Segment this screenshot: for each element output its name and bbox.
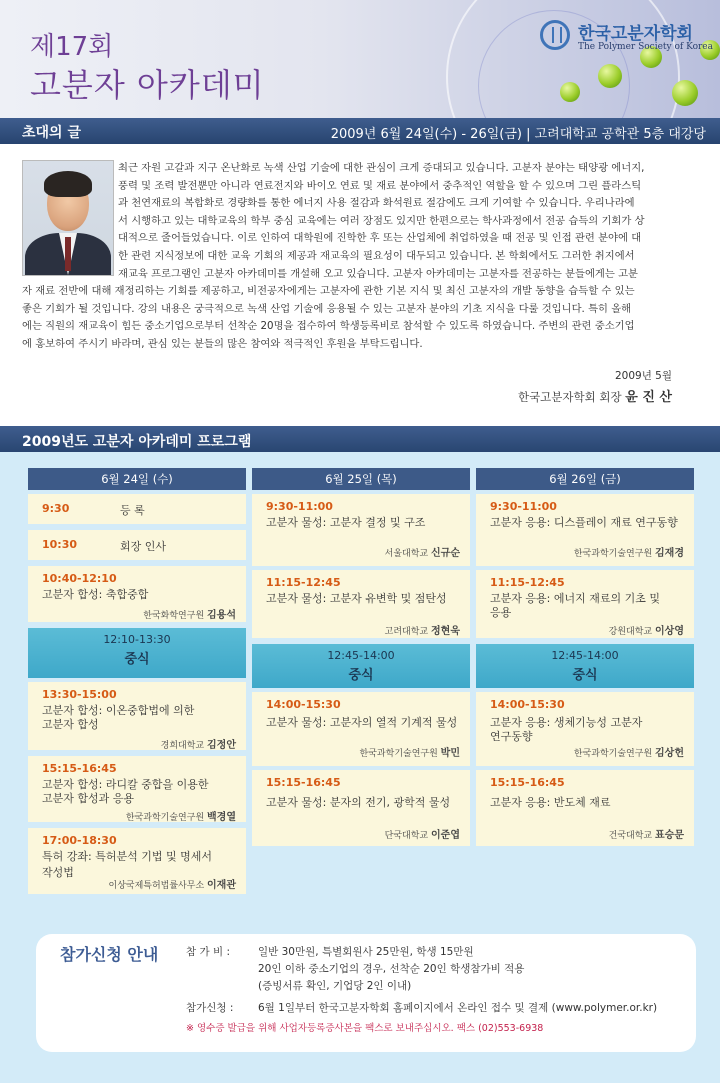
signer-role: 한국고분자학회 회장 [517,390,622,404]
invitation-bar [0,118,720,144]
speaker-name: 김재경 [655,548,684,559]
session-time: 11:15-12:45 [490,576,565,589]
session-title: 고분자 합성: 이온중합법에 의한 [42,704,195,717]
photo-tie [65,237,71,271]
session-time: 9:30-11:00 [266,500,333,513]
session-title: 고분자 물성: 고분자 유변학 및 점탄성 [266,592,447,605]
fee-line: 20인 이하 중소기업의 경우, 선착순 20인 학생참가비 적용 [258,963,525,975]
session-time: 15:15-16:45 [42,762,117,775]
speaker-name: 신규순 [431,548,460,559]
text-line: 풍력 및 조력 발전뿐만 아니라 연료전지와 바이오 연료 및 재료 분야에서 중추적인 역할을 할 수 있으며 그린 플라스틱 [118,179,642,192]
session-card [252,570,470,638]
session-title: 특허 강좌: 특허분석 기법 및 명세서 [42,850,212,863]
lunch-block [28,628,246,678]
lunch-time: 12:45-14:00 [327,649,395,662]
lunch-time: 12:45-14:00 [551,649,619,662]
invitation-text-indented [118,160,700,283]
session-time: 15:15-16:45 [490,776,565,789]
invitation-date: 2009년 5월 [614,370,672,382]
session-title-line2: 고분자 합성과 응용 [42,792,135,805]
session-card [252,494,470,566]
program-bar [0,426,720,454]
speaker-affiliation: 건국대학교 [608,831,653,841]
signature [518,386,672,405]
lunch-label: 중식 [572,668,598,683]
lunch-block [476,644,694,688]
signer-name: 윤 진 산 [625,390,672,405]
speaker-affiliation: 한국과학기술연구원 [125,813,205,823]
session-speaker [143,606,236,621]
event-info: 2009년 6월 24일(수) - 26일(금) | 고려대학교 공학관 5층 대강당 [330,127,706,142]
speaker-affiliation: 서울대학교 [384,549,429,559]
session-card [28,756,246,822]
session-card [28,682,246,750]
session-time: 9:30-11:00 [490,500,557,513]
text-line: 서 시행하고 있는 대학교육의 학부 중심 교육에는 여러 장점도 있지만 한편으로는 학사과정에서 전공 습득의 기회가 상 [118,214,645,227]
text-line: 과 천연재료의 복합화로 경량화를 통한 에너지 사용 절감과 화석원료 절감에도 크게 기여할 수 있습니다. 우리나라에 [118,197,635,210]
logo-english: The Polymer Society of Korea [578,42,713,52]
molecule-ball-icon [672,80,698,106]
text-line: 에는 직원의 재교육이 힘든 중소기업으로부터 선착순 20명을 접수하여 학생등록비로 참석할 수 있도록 하였습니다. 주변의 관련 중소기업 [22,320,635,333]
text-line: 대적으로 줄어들었습니다. 이로 인하여 대학원에 진학한 후 또는 산업체에 취업하였을 때 전공 및 인접 관련 분야에 대 [118,232,642,245]
text-line: 자 재료 전반에 대해 재정리하는 기회를 제공하고, 비전공자에게는 고분자에 관한 기본 지식 및 최신 고분자의 개발 동향을 습득할 수 있는 [22,285,635,297]
molecule-ball-icon [560,82,580,102]
session-speaker [385,826,460,841]
lunch-label: 중식 [124,652,150,667]
fee-line: 일반 30만원, 특별회원사 25만원, 학생 15만원 [258,946,474,958]
day-header: 6월 25일 (목) [252,468,470,490]
text-line: 최근 자원 고갈과 지구 온난화로 녹색 산업 기술에 대한 관심이 크게 증대되고 있습니다. 고분자 분야는 태양광 에너지, [118,162,645,174]
text-line: 에 홍보하여 주시기 바라며, 관심 있는 분들의 많은 참여와 적극적인 후원을 부탁드립니다. [22,337,423,350]
session-speaker [574,744,684,759]
lunch-time: 12:10-13:30 [103,633,171,646]
speaker-affiliation: 이상국제특허법률사무소 [108,881,205,891]
session-title: 고분자 물성: 고분자의 열적 기계적 물성 [266,716,458,729]
session-title-line2: 응용 [490,606,512,619]
header-banner [0,0,720,118]
session-time: 10:30 [42,538,78,551]
session-speaker [385,544,460,559]
session-title: 고분자 응용: 디스플레이 재료 연구동향 [490,516,678,529]
invitation-heading: 초대의 글 [22,125,81,141]
session-card [476,570,694,638]
registration-panel [36,934,696,1052]
apply-text: 6월 1일부터 한국고분자학회 홈페이지에서 온라인 접수 및 결제 (www.polymer.or.kr) [258,1002,658,1014]
registration-heading: 참가신청 안내 [60,945,159,964]
speaker-affiliation: 한국과학기술연구원 [573,549,653,559]
speaker-affiliation: 한국화학연구원 [143,611,205,621]
session-title: 고분자 합성: 라디칼 중합을 이용한 [42,778,209,791]
day-header: 6월 26일 (금) [476,468,694,490]
session-time: 13:30-15:00 [42,688,117,701]
day-header: 6월 24일 (수) [28,468,246,490]
society-logo-icon [540,20,570,50]
text-line: 재교육 프로그램인 고분자 아카데미를 개설해 오고 있습니다. 고분자 아카데미는 고분자를 전공하는 분들에게는 고분 [118,267,638,280]
text-line: 좋은 기회가 될 것입니다. 강의 내용은 궁극적으로 녹색 산업 기술에 응용될 수 있는 고분자 분야의 기초 지식을 다룰 것입니다. 특히 올해 [22,302,632,315]
speaker-name: 김정안 [207,740,236,751]
page-title: 고분자 아카데미 [30,66,265,104]
session-title: 고분자 응용: 에너지 재료의 기초 및 [490,592,660,605]
speaker-name: 박민 [440,748,460,759]
logo-korean: 한국고분자학회 [578,24,693,44]
session-speaker [109,876,237,891]
lunch-block [252,644,470,688]
session-time: 17:00-18:30 [42,834,117,847]
session-time: 11:15-12:45 [266,576,341,589]
session-title: 고분자 응용: 반도체 재료 [490,796,611,809]
session-speaker [385,622,460,637]
session-card [476,692,694,766]
speaker-name: 이재관 [207,880,236,891]
fax-note: ※ 영수증 발급을 위해 사업자등록증사본을 팩스로 보내주십시오. 팩스 (02)553-6938 [186,1023,544,1034]
session-time: 9:30 [42,502,70,515]
speaker-affiliation: 경희대학교 [160,741,205,751]
session-title: 고분자 물성: 분자의 전기, 광학적 물성 [266,796,451,809]
apply-label: 참가신청 : [186,1002,234,1014]
session-time: 10:40-12:10 [42,572,117,585]
session-title: 고분자 물성: 고분자 결정 및 구조 [266,516,426,529]
session-card [28,828,246,894]
speaker-name: 김용석 [207,610,236,621]
invitation-text-full [22,283,702,353]
session-speaker [161,736,236,751]
speaker-name: 표승문 [655,830,684,841]
session-speaker [609,826,684,841]
session-title: 고분자 응용: 생체기능성 고분자 [490,716,643,729]
speaker-name: 이준엽 [431,830,460,841]
program-heading: 2009년도 고분자 아카데미 프로그램 [22,434,252,450]
president-photo [22,160,114,276]
session-title: 고분자 합성: 축합중합 [42,588,149,601]
fee-line: (증빙서류 확인, 기업당 2인 이내) [258,980,412,992]
session-speaker [360,744,460,759]
session-card [476,770,694,846]
session-card [28,494,246,524]
session-title: 등 록 [120,504,145,517]
photo-hair [44,171,92,197]
session-speaker [609,622,684,637]
speaker-affiliation: 고려대학교 [384,627,429,637]
speaker-affiliation: 강원대학교 [608,627,653,637]
session-title-line2: 연구동향 [490,730,533,743]
session-card [252,770,470,846]
speaker-affiliation: 한국과학기술연구원 [573,749,653,759]
fee-label: 참 가 비 : [186,946,230,958]
speaker-name: 정현욱 [431,626,460,637]
session-title-line2: 작성법 [42,866,74,879]
session-card [252,692,470,766]
lunch-label: 중식 [348,668,374,683]
session-card [28,530,246,560]
speaker-name: 이상영 [655,626,684,637]
speaker-name: 김상헌 [655,748,684,759]
session-title-line2: 고분자 합성 [42,718,99,731]
session-speaker [126,808,236,823]
edition-label: 제17회 [30,32,114,62]
session-card [476,494,694,566]
text-line: 한 관련 지식정보에 대한 교육 기회의 제공과 재교육의 필요성이 대두되고 있습니다. 본 학회에서도 그러한 취지에서 [118,249,635,262]
speaker-name: 백경열 [207,812,236,823]
session-time: 15:15-16:45 [266,776,341,789]
speaker-affiliation: 단국대학교 [384,831,429,841]
session-card [28,566,246,622]
session-speaker [574,544,684,559]
session-title: 회장 인사 [120,540,167,553]
session-time: 14:00-15:30 [490,698,565,711]
session-time: 14:00-15:30 [266,698,341,711]
society-logo [540,18,713,58]
speaker-affiliation: 한국과학기술연구원 [359,749,438,759]
molecule-ball-icon [598,64,622,88]
